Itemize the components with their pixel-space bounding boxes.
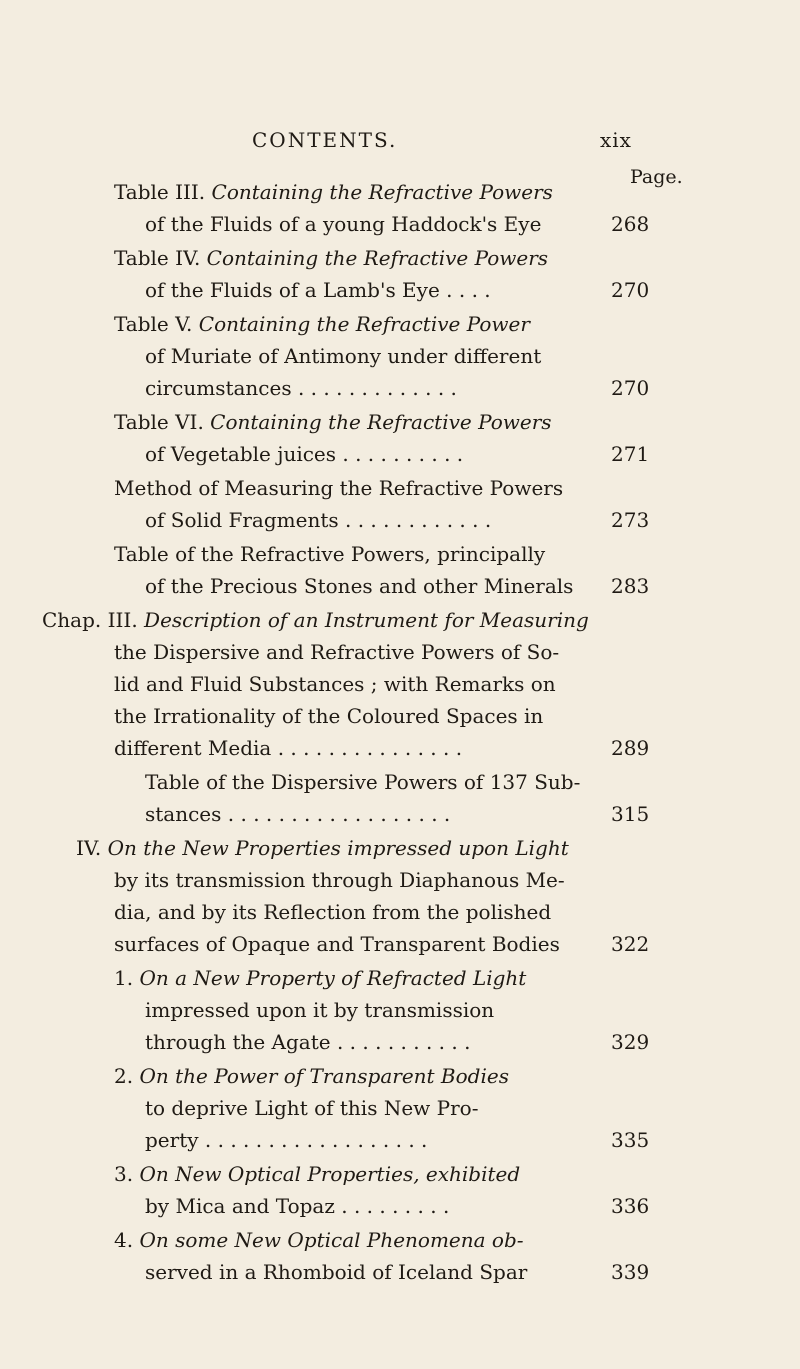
toc-entry-section-2 (114, 1062, 509, 1090)
entry-title-line: served in a Rhomboid of Iceland Spar (145, 1260, 528, 1284)
entry-prefix: 1. (114, 966, 134, 990)
toc-entry-section-4 (114, 1226, 524, 1254)
entry-title-line: Containing the Refractive Powers (206, 246, 549, 270)
entry-title-line: of the Fluids of a young Haddock's Eye (145, 212, 542, 236)
toc-entry-section-1 (114, 964, 526, 992)
toc-entry-table-v (114, 310, 530, 338)
entry-page-number: 322 (611, 932, 650, 956)
entry-title-line: Containing the Refractive Powers (211, 180, 553, 204)
entry-title-line: by its transmission through Diaphanous Me- (114, 868, 565, 892)
entry-page-number: 271 (611, 442, 650, 466)
entry-title-line: of Vegetable juices . . . . . . . . . . (145, 442, 464, 466)
page-column-label: Page. (630, 166, 683, 188)
entry-prefix: Table VI. (114, 410, 204, 434)
entry-title-line: of the Precious Stones and other Minerals (145, 574, 574, 598)
entry-title-line: On some New Optical Phenomena ob- (139, 1228, 524, 1252)
entry-title-line: circumstances . . . . . . . . . . . . . (145, 376, 457, 400)
entry-prefix: 2. (114, 1064, 134, 1088)
running-head-title: CONTENTS. (252, 128, 398, 152)
entry-title-line: the Irrationality of the Coloured Spaces in (114, 704, 544, 728)
toc-entry-method: Method of Measuring the Refractive Powers (114, 476, 564, 500)
entry-page-number: 273 (611, 508, 650, 532)
toc-entry-dispersive-table: Table of the Dispersive Powers of 137 Sub- (145, 770, 581, 794)
entry-page-number: 339 (611, 1260, 650, 1284)
entry-title-line: impressed upon it by transmission (145, 998, 495, 1022)
entry-title-line: different Media . . . . . . . . . . . . . . . (114, 736, 463, 760)
entry-prefix: 3. (114, 1162, 134, 1186)
entry-page-number: 270 (611, 278, 650, 302)
entry-title-line: On the Power of Transparent Bodies (139, 1064, 509, 1088)
toc-entry-chap-iii (42, 606, 589, 634)
entry-title-line: Containing the Refractive Powers (210, 410, 552, 434)
entry-page-number: 283 (611, 574, 650, 598)
entry-page-number: 329 (611, 1030, 650, 1054)
entry-prefix: IV. (76, 836, 102, 860)
entry-title-line: lid and Fluid Substances ; with Remarks on (114, 672, 556, 696)
entry-title-line: Containing the Refractive Power (198, 312, 530, 336)
entry-title-line: through the Agate . . . . . . . . . . . (145, 1030, 471, 1054)
entry-title-line: On the New Properties impressed upon Light (107, 836, 569, 860)
running-head (0, 100, 800, 152)
toc-entry-chap-iv (76, 834, 569, 862)
entry-title-line: of Muriate of Antimony under different (145, 344, 542, 368)
entry-prefix: 4. (114, 1228, 134, 1252)
entry-prefix: Table IV. (114, 246, 201, 270)
entry-page-number: 336 (611, 1194, 650, 1218)
entry-title-line: by Mica and Topaz . . . . . . . . . (145, 1194, 450, 1218)
entry-page-number: 335 (611, 1128, 650, 1152)
entry-title-line: Description of an Instrument for Measuring (144, 608, 589, 632)
toc-entry-table-iii (114, 178, 553, 206)
entry-title-line: of Solid Fragments . . . . . . . . . . . . (145, 508, 492, 532)
entry-title-line: the Dispersive and Refractive Powers of So- (114, 640, 560, 664)
toc-entry-refractive-table: Table of the Refractive Powers, principally (114, 542, 546, 566)
entry-title-line: perty . . . . . . . . . . . . . . . . . . (145, 1128, 428, 1152)
entry-page-number: 315 (611, 802, 650, 826)
entry-page-number: 268 (611, 212, 650, 236)
entry-title-line: to deprive Light of this New Pro- (145, 1096, 479, 1120)
entry-title-line: stances . . . . . . . . . . . . . . . . . . (145, 802, 451, 826)
toc-entry-table-vi (114, 408, 552, 436)
entry-page-number: 289 (611, 736, 650, 760)
entry-title-line: dia, and by its Reflection from the polished (114, 900, 552, 924)
entry-prefix: Table V. (114, 312, 193, 336)
entry-prefix: Chap. III. (42, 608, 138, 632)
entry-title-line: On New Optical Properties, exhibited (139, 1162, 521, 1186)
running-head-page-number: xix (600, 128, 632, 152)
entry-title-line: surfaces of Opaque and Transparent Bodies (114, 932, 560, 956)
toc-entry-table-iv (114, 244, 548, 272)
entry-prefix: Table III. (114, 180, 206, 204)
entry-page-number: 270 (611, 376, 650, 400)
entry-title-line: of the Fluids of a Lamb's Eye . . . . (145, 278, 491, 302)
toc-entry-section-3 (114, 1160, 520, 1188)
entry-title-line: On a New Property of Refracted Light (139, 966, 527, 990)
